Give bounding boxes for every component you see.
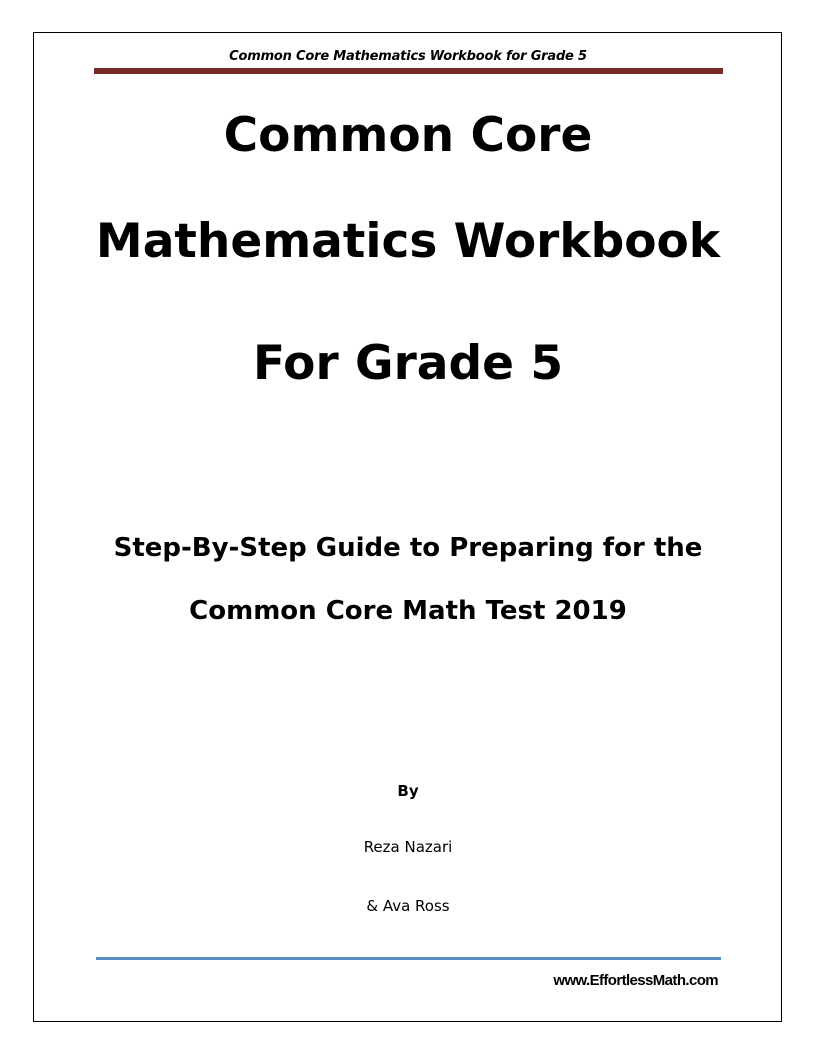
running-header: Common Core Mathematics Workbook for Grade 5 [229, 49, 587, 64]
title-line-3: For Grade 5 [252, 336, 564, 391]
footer-rule [96, 957, 721, 960]
header-rule [94, 68, 723, 74]
website-link[interactable]: www.EffortlessMath.com [553, 972, 718, 989]
by-label: By [397, 782, 419, 800]
subtitle-line-1: Step-By-Step Guide to Preparing for the [113, 533, 703, 563]
author-name-2: & Ava Ross [366, 897, 450, 915]
author-name-1: Reza Nazari [363, 838, 453, 856]
title-line-2: Mathematics Workbook [95, 214, 721, 269]
subtitle-line-2: Common Core Math Test 2019 [189, 596, 627, 626]
page-border [33, 32, 782, 1022]
title-line-1: Common Core [223, 108, 593, 163]
